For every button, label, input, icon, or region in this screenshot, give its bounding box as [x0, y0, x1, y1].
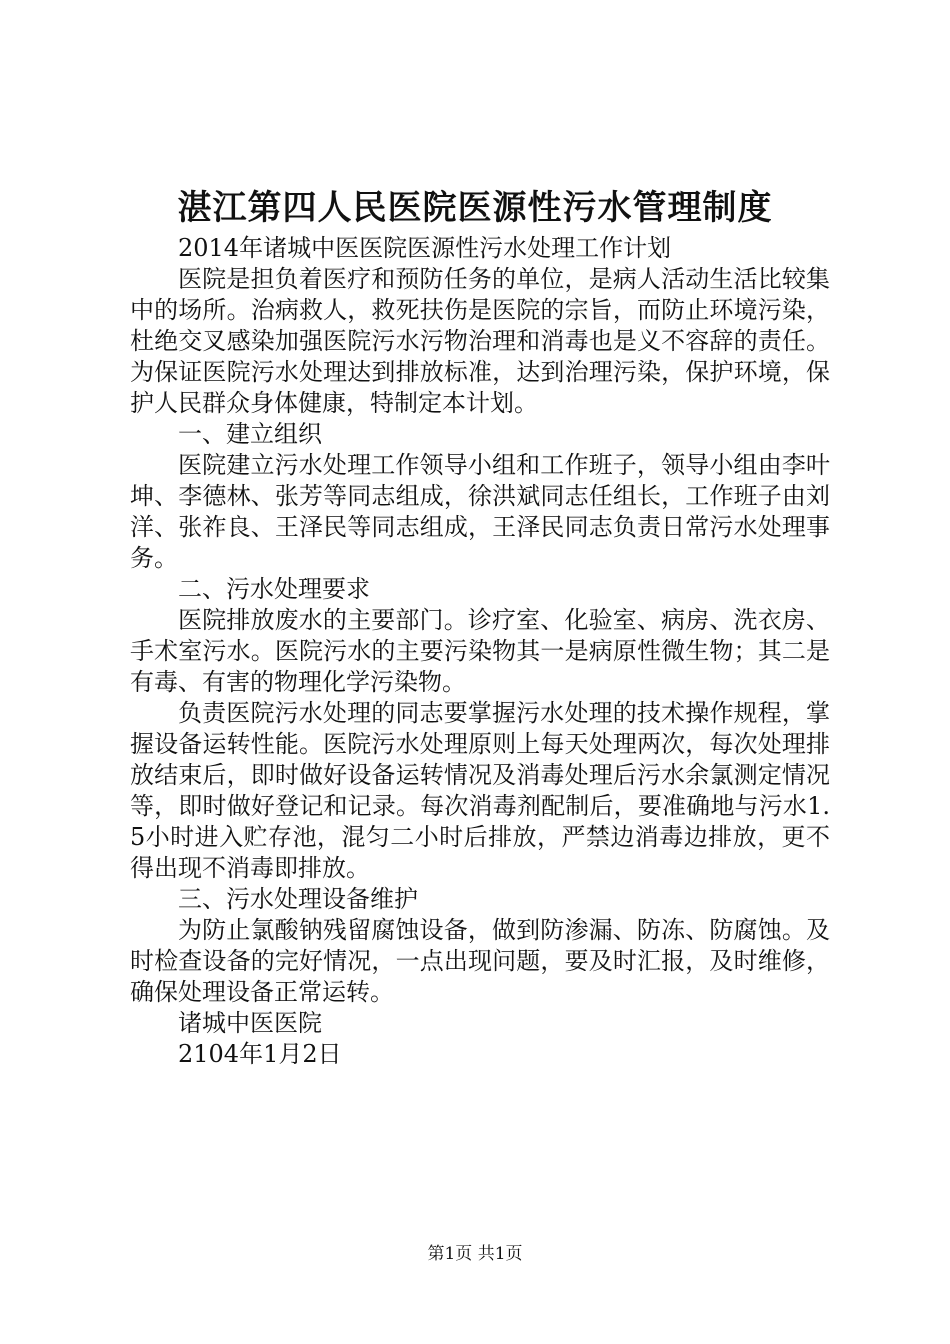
body-paragraph-operations: 负责医院污水处理的同志要掌握污水处理的技术操作规程，掌握设备运转性能。医院污水处理原则上每天处理两次，每次处理排放结束后，即时做好设备运转情况及消毒处理后污水余氯测定情况等，即时做好登记和记录。每次消毒剂配制后，要准确地与污水1.5小时进入贮存池，混匀二小时后排放，严禁边消毒边排放，更不得出现不消毒即排放。: [130, 699, 830, 882]
section-heading-requirements: 二、污水处理要求: [178, 575, 370, 603]
page-footer: 第1页 共1页: [427, 1244, 523, 1264]
body-paragraph-organization: 医院建立污水处理工作领导小组和工作班子，领导小组由李叶坤、李德林、张芳等同志组成，徐洪斌同志任组长，工作班子由刘洋、张祚良、王泽民等同志组成，王泽民同志负责日常污水处理事务。: [130, 451, 830, 572]
body-paragraph-requirements: 医院排放废水的主要部门。诊疗室、化验室、病房、洗衣房、手术室污水。医院污水的主要污染物其一是病原性微生物；其二是有毒、有害的物理化学污染物。: [130, 606, 830, 696]
signature-organization: 诸城中医医院: [178, 1009, 322, 1037]
document-body: [130, 233, 830, 1070]
document-title: 湛江第四人民医院医源性污水管理制度: [177, 188, 773, 228]
plan-heading: 2014年诸城中医医院医源性污水处理工作计划: [178, 234, 672, 262]
section-heading-maintenance: 三、污水处理设备维护: [178, 885, 418, 913]
signature-date: 2104年1月2日: [178, 1040, 342, 1068]
body-paragraph-intro: 医院是担负着医疗和预防任务的单位，是病人活动生活比较集中的场所。治病救人，救死扶伤是医院的宗旨，而防止环境污染，杜绝交叉感染加强医院污水污物治理和消毒也是义不容辞的责任。为保证医院污水处理达到排放标准，达到治理污染，保护环境，保护人民群众身体健康，特制定本计划。: [130, 265, 830, 417]
body-paragraph-maintenance: 为防止氯酸钠残留腐蚀设备，做到防渗漏、防冻、防腐蚀。及时检查设备的完好情况，一点出现问题，要及时汇报，及时维修，确保处理设备正常运转。: [130, 916, 830, 1006]
section-heading-organization: 一、建立组织: [178, 420, 322, 448]
